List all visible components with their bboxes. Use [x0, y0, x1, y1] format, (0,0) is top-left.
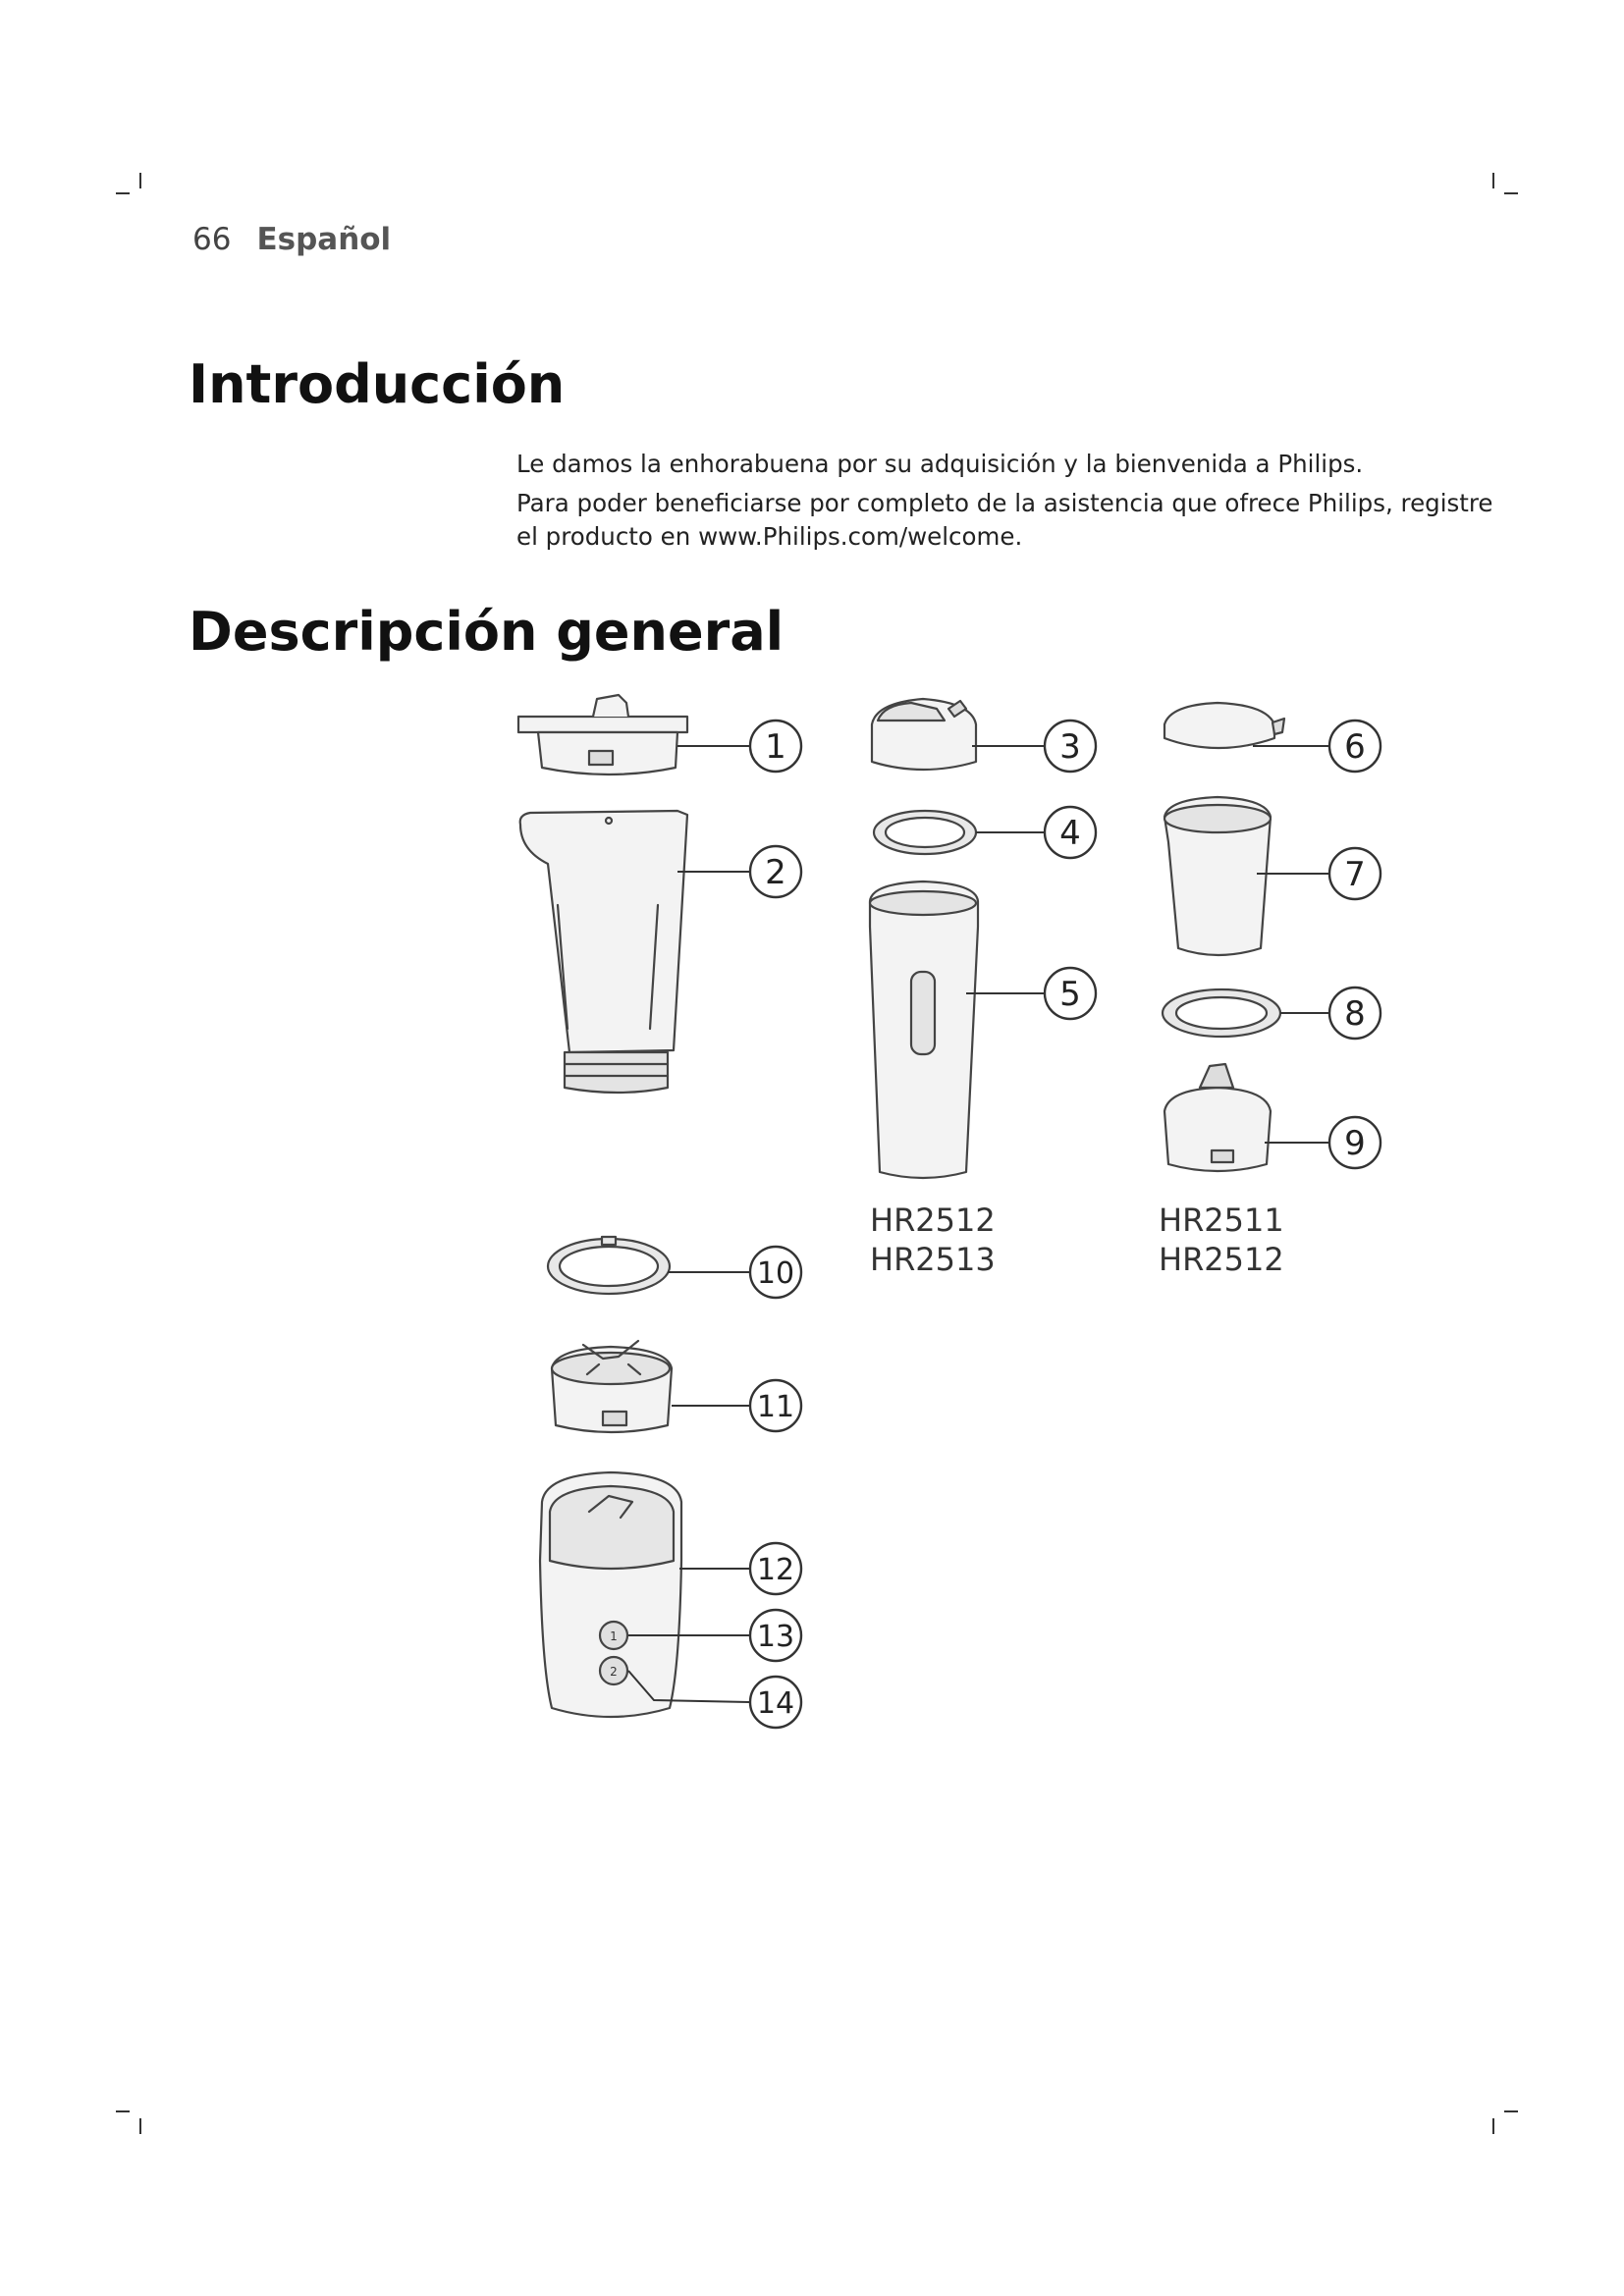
- svg-text:11: 11: [756, 1390, 795, 1424]
- callout-8: [1329, 988, 1380, 1039]
- speed-button-1-label: 1: [610, 1629, 618, 1643]
- product-overview-figure: [491, 677, 1434, 1757]
- motor-unit-illustration: [540, 1472, 681, 1717]
- svg-text:7: 7: [1344, 855, 1366, 894]
- sealing-ring-small-illustration: [874, 811, 976, 854]
- callout-12: [750, 1543, 801, 1594]
- intro-paragraph-1: Le damos la enhorabuena por su adquisición y la bienvenida a Philips.: [516, 450, 1364, 478]
- callout-4: [1045, 807, 1096, 858]
- flat-lid-illustration: [1164, 703, 1284, 748]
- speed-button-2-label: 2: [610, 1665, 618, 1679]
- model-label-hr2512-b: HR2512: [1159, 1241, 1284, 1278]
- crop-mark-top-left-v: [139, 173, 141, 188]
- tall-bottle-illustration: [870, 881, 978, 1178]
- page-header: [192, 222, 391, 257]
- callout-2: [750, 846, 801, 897]
- callout-11: [750, 1380, 801, 1431]
- sealing-ring-main-illustration: [548, 1237, 670, 1294]
- intro-paragraph-2: Para poder beneficiarse por completo de la asistencia que ofrece Philips, registre el producto en www.Philips.com/welcome.: [516, 489, 1493, 551]
- intro-title: Introducción: [189, 353, 566, 415]
- sealing-ring-large-illustration: [1163, 989, 1280, 1037]
- svg-text:4: 4: [1059, 814, 1081, 853]
- callout-10: [750, 1247, 801, 1298]
- crop-mark-bottom-left-v: [139, 2118, 141, 2134]
- svg-text:2: 2: [765, 853, 786, 892]
- callout-13: [750, 1610, 801, 1661]
- svg-text:3: 3: [1059, 727, 1081, 767]
- blade-unit-illustration: [552, 1341, 672, 1432]
- crop-mark-top-left-h: [116, 192, 130, 194]
- intro-text: [516, 448, 1498, 560]
- callout-14: [750, 1677, 801, 1728]
- svg-text:8: 8: [1344, 994, 1366, 1034]
- crop-mark-bottom-left-h: [116, 2110, 130, 2112]
- svg-text:1: 1: [765, 727, 786, 767]
- svg-text:14: 14: [756, 1686, 795, 1721]
- blade-unit-small-illustration: [1164, 1064, 1271, 1171]
- svg-text:13: 13: [756, 1620, 795, 1654]
- callout-1: [750, 721, 801, 772]
- crop-mark-bottom-right-v: [1492, 2118, 1494, 2134]
- crop-mark-bottom-right-h: [1504, 2110, 1518, 2112]
- jar-lid-illustration: [518, 695, 687, 774]
- to-go-lid-illustration: [872, 699, 976, 770]
- callout-5: [1045, 968, 1096, 1019]
- svg-text:12: 12: [756, 1553, 795, 1587]
- overview-title: Descripción general: [189, 601, 785, 663]
- crop-mark-top-right-h: [1504, 192, 1518, 194]
- svg-text:9: 9: [1344, 1124, 1366, 1163]
- language-label: Español: [256, 222, 392, 257]
- crop-mark-top-right-v: [1492, 173, 1494, 188]
- callout-6: [1329, 721, 1380, 772]
- model-label-hr2513: HR2513: [870, 1241, 996, 1278]
- blender-jar-illustration: [520, 811, 687, 1093]
- callout-7: [1329, 848, 1380, 899]
- small-cup-illustration: [1164, 797, 1271, 955]
- svg-text:5: 5: [1059, 975, 1081, 1014]
- page-number: 66: [192, 222, 232, 257]
- callout-3: [1045, 721, 1096, 772]
- callout-9: [1329, 1117, 1380, 1168]
- model-label-hr2511: HR2511: [1159, 1201, 1284, 1239]
- svg-text:6: 6: [1344, 727, 1366, 767]
- model-label-hr2512-a: HR2512: [870, 1201, 996, 1239]
- svg-text:10: 10: [756, 1256, 795, 1291]
